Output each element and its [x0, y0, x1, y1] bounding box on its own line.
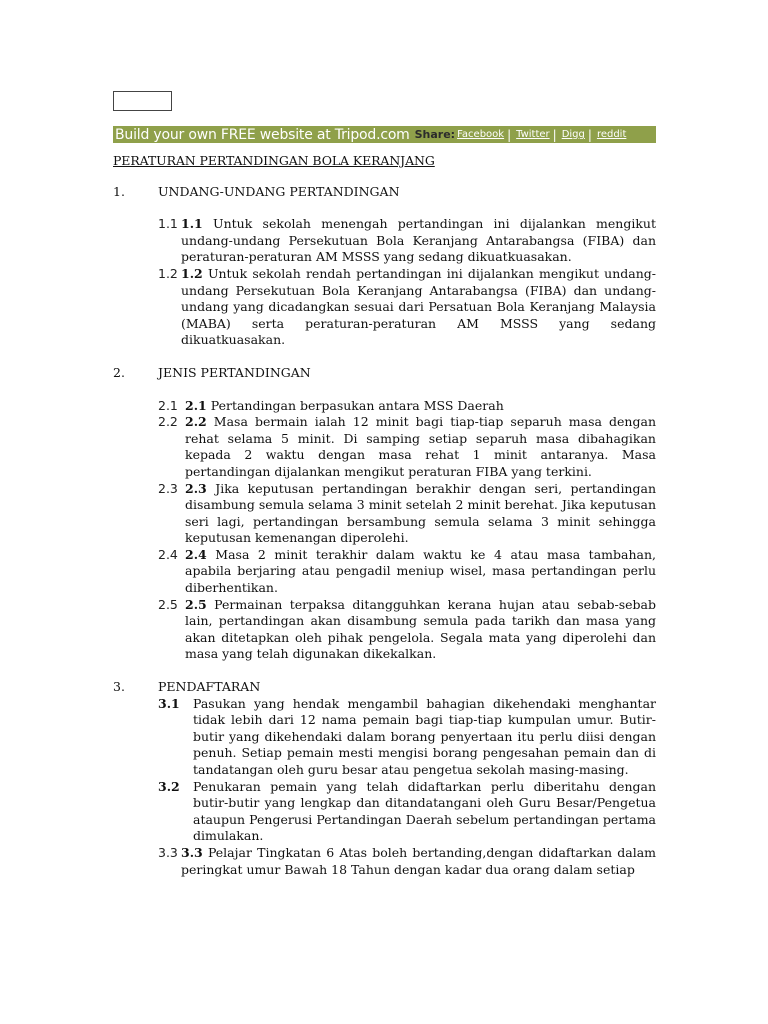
tripod-banner[interactable] — [113, 126, 656, 143]
item-label: 2.1 — [185, 397, 207, 413]
item-label: 1.1 — [181, 216, 203, 232]
section-heading — [113, 184, 656, 201]
item-label: 3.1 — [158, 695, 180, 711]
item-label: 1.2 — [181, 265, 203, 281]
separator: | — [587, 127, 592, 142]
item-prefix — [113, 547, 185, 597]
item-body: Pertandingan berpasukan antara MSS Daerah — [206, 397, 504, 413]
section-heading — [113, 365, 656, 382]
item-prefix — [113, 398, 185, 415]
item-body: Pasukan yang hendak mengambil bahagian dikehendaki menghantar tidak lebih dari 12 nama pemain bagi tiap-tiap kumpulan umur. Butir-butir yang dikehendaki dalam borang penyertaan itu perlu diisi dengan penuh. Setiap pemain mesti mengisi borang pengesahan pemain dan di tandatangan oleh guru besar atau pengetua sekolah masing-masing. — [193, 695, 656, 777]
separator: | — [507, 127, 512, 142]
list-item — [113, 845, 656, 878]
document-body — [113, 153, 656, 878]
list-item — [113, 216, 656, 266]
item-body: Permainan terpaksa ditangguhkan kerana hujan atau sebab-sebab lain, pertandingan akan disambung semula pada tarikh dan masa yang akan ditetapkan oleh pihak pengelola. Segala mata yang diperolehi dan masa yang telah digunakan dikekalkan. — [185, 596, 656, 662]
item-prefix — [113, 414, 185, 480]
prefix-text: 2.3 — [158, 480, 178, 496]
list-item — [113, 696, 656, 779]
twitter-link[interactable]: Twitter — [516, 129, 550, 140]
list-item — [113, 266, 656, 349]
item-prefix — [113, 696, 158, 779]
section-title: UNDANG-UNDANG PERTANDINGAN — [158, 183, 400, 199]
item-label: 2.5 — [185, 596, 207, 612]
item-text — [181, 845, 656, 878]
item-text — [181, 216, 656, 266]
item-label: 3.2 — [158, 778, 180, 794]
blank-input-box — [113, 91, 172, 111]
list-item — [113, 398, 656, 415]
item-body: Jika keputusan pertandingan berakhir dengan seri, pertandingan disambung semula selama 3 minit setelah 2 minit berehat. Jika keputusan seri lagi, pertandingan bersambung semula selama 3 minit sehingga keputusan kemenangan diperolehi. — [185, 480, 656, 546]
item-text — [185, 547, 656, 597]
item-body: Untuk sekolah menengah pertandingan ini dijalankan mengikut undang-undang Persekutuan Bola Keranjang Antarabangsa (FIBA) dan peraturan-peraturan AM MSSS yang sedang dikuatkuasakan. — [181, 216, 656, 265]
reddit-link[interactable]: reddit — [596, 129, 627, 140]
item-label: 2.4 — [185, 546, 207, 562]
list-item — [113, 597, 656, 663]
item-prefix — [113, 266, 181, 349]
item-body: Pelajar Tingkatan 6 Atas boleh bertanding,dengan didaftarkan dalam peringkat umur Bawah 18 Tahun dengan kadar dua orang dalam setiap — [181, 844, 656, 877]
facebook-link[interactable]: Facebook — [457, 129, 505, 140]
item-text — [185, 597, 656, 663]
item-label: 2.3 — [185, 480, 207, 496]
prefix-text: 2.2 — [158, 414, 178, 430]
prefix-text: 3.3 — [158, 844, 178, 860]
item-prefix — [113, 481, 185, 547]
item-label: 2.2 — [185, 414, 207, 430]
section-heading — [113, 679, 656, 696]
build-website-link[interactable]: Build your own FREE website at Tripod.com — [115, 126, 410, 143]
section-number: 2. — [113, 364, 125, 380]
item-text — [181, 266, 656, 349]
item-text — [185, 481, 656, 547]
item-label: 3.3 — [181, 844, 203, 860]
separator: | — [552, 127, 557, 142]
item-body: Masa bermain ialah 12 minit bagi tiap-tiap separuh masa dengan rehat selama 5 minit. Di samping setiap separuh masa dibahagikan kepada 2 waktu dengan masa rehat 1 minit antaranya. Masa pertandingan dijalankan mengikut peraturan FIBA yang terkini. — [185, 414, 656, 479]
share-label: Share: — [414, 128, 456, 141]
section-number: 1. — [113, 183, 125, 199]
digg-link[interactable]: Digg — [561, 129, 585, 140]
item-prefix — [113, 597, 185, 663]
list-item — [113, 547, 656, 597]
prefix-text: 2.5 — [158, 596, 178, 612]
item-prefix — [113, 845, 181, 878]
list-item — [113, 779, 656, 845]
item-text — [185, 414, 656, 480]
item-body: Penukaran pemain yang telah didaftarkan perlu diberitahu dengan butir-butir yang lengkap dan ditandatangani oleh Guru Besar/Pengetua ataupun Pengerusi Pertandingan Daerah sebelum pertandingan pertama dimulakan. — [193, 778, 656, 844]
prefix-text: 2.4 — [158, 546, 178, 562]
prefix-text: 1.2 — [158, 265, 178, 281]
section-number: 3. — [113, 679, 125, 695]
item-body: Masa 2 minit terakhir dalam waktu ke 4 atau masa tambahan, apabila berjaring atau pengadil meniup wisel, masa pertandingan perlu diberhentikan. — [185, 546, 656, 596]
list-item — [113, 414, 656, 480]
item-text — [185, 398, 656, 415]
section-title: JENIS PERTANDINGAN — [158, 364, 311, 380]
list-item — [113, 481, 656, 547]
prefix-text: 2.1 — [158, 397, 178, 413]
item-prefix — [113, 779, 158, 845]
prefix-text: 1.1 — [158, 216, 178, 232]
item-body: Untuk sekolah rendah pertandingan ini dijalankan mengikut undang-undang Persekutuan Bola Keranjang Antarabangsa (FIBA) dan undang-undang yang dicadangkan sesuai dari Persatuan Bola Keranjang Malaysia (MABA) serta peraturan-peraturan AM MSSS yang sedang dikuatkuasakan. — [181, 265, 656, 348]
section-title: PENDAFTARAN — [158, 679, 261, 695]
page-title: PERATURAN PERTANDINGAN BOLA KERANJANG — [113, 153, 435, 168]
item-prefix — [113, 216, 181, 266]
